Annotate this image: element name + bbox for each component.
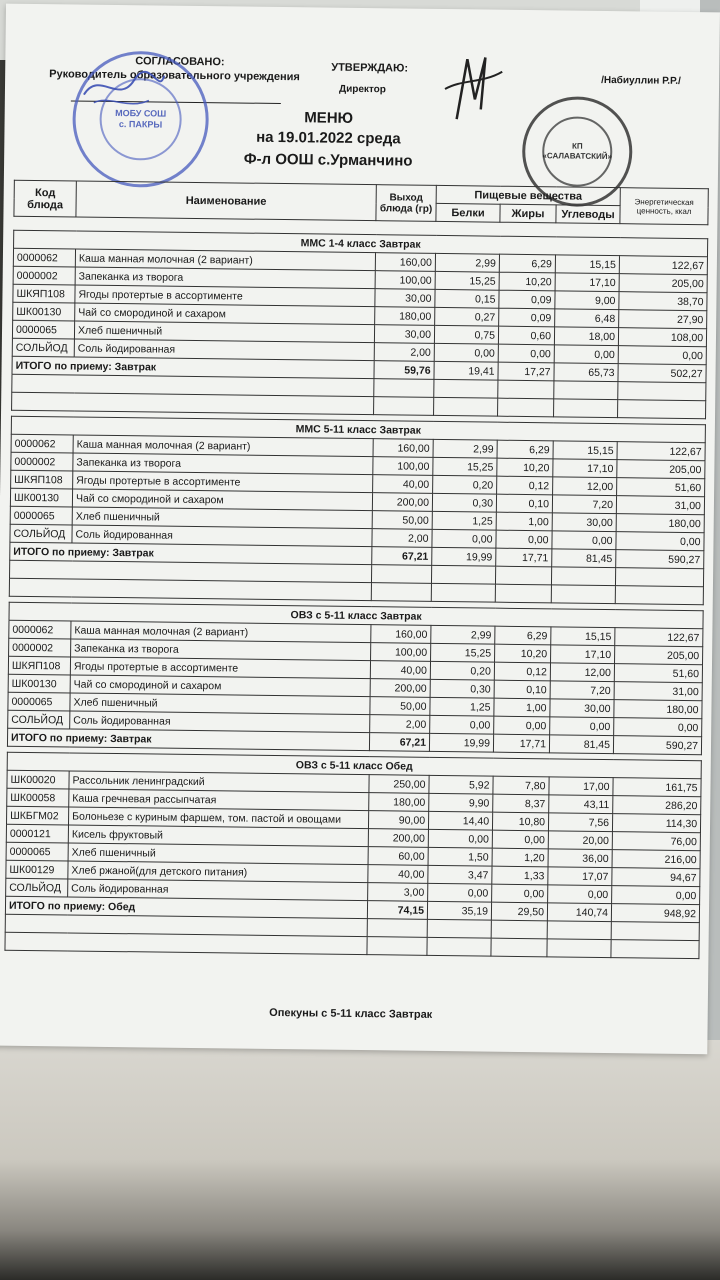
agreed-role: Руководитель образовательного учреждения xyxy=(49,68,300,84)
column-yield: Выход блюда (гр) xyxy=(376,185,436,222)
menu-title: МЕНЮ xyxy=(304,109,354,127)
school-stamp-line-1: МОБУ СОШ xyxy=(115,107,167,119)
dish-name: Каша гречневая рассыпчатая xyxy=(69,789,369,811)
dish-name: Соль йодированная xyxy=(68,879,368,901)
dish-fats: 0,09 xyxy=(499,308,555,327)
total-label: ИТОГО по приему: Обед xyxy=(5,896,367,918)
approve-name: /Набиуллин Р.Р./ xyxy=(601,74,681,87)
dish-carbs: 7,56 xyxy=(548,813,612,832)
dish-code: ШК00130 xyxy=(10,488,72,507)
dish-code: 0000062 xyxy=(11,434,73,453)
dish-proteins: 2,99 xyxy=(435,253,499,272)
dish-yield: 100,00 xyxy=(375,271,435,290)
menu-section-table xyxy=(4,752,701,959)
dish-code: СОЛЬЙОД xyxy=(8,710,70,729)
dish-yield: 200,00 xyxy=(368,829,428,848)
agreed-label: СОГЛАСОВАНО: xyxy=(135,55,225,69)
dish-carbs: 15,15 xyxy=(551,627,615,646)
dish-name: Каша манная молочная (2 вариант) xyxy=(71,621,371,643)
dish-proteins: 0,00 xyxy=(432,529,496,548)
total-carbs: 81,45 xyxy=(549,735,613,754)
dish-fats: 0,00 xyxy=(496,530,552,549)
dish-name: Каша манная молочная (2 вариант) xyxy=(73,435,373,457)
total-energy: 948,92 xyxy=(611,904,699,923)
dish-yield: 30,00 xyxy=(374,325,434,344)
dish-carbs: 43,11 xyxy=(549,795,613,814)
dish-code: 0000065 xyxy=(8,692,70,711)
dish-code: ШК00129 xyxy=(6,860,68,879)
total-label: ИТОГО по приему: Завтрак xyxy=(10,542,372,564)
dish-yield: 100,00 xyxy=(371,643,431,662)
dish-carbs: 7,20 xyxy=(550,681,614,700)
dish-proteins: 5,92 xyxy=(429,775,493,794)
menu-section-table xyxy=(7,602,704,755)
dish-name: Соль йодированная xyxy=(74,339,374,361)
menu-date: на 19.01.2022 среда xyxy=(256,128,401,148)
total-carbs: 81,45 xyxy=(552,549,616,568)
agreed-signature-icon xyxy=(79,65,170,116)
dish-carbs: 0,00 xyxy=(548,885,612,904)
dish-code: 0000062 xyxy=(13,248,75,267)
dish-code: СОЛЬЙОД xyxy=(12,338,74,357)
dish-energy: 27,90 xyxy=(619,310,707,329)
dish-proteins: 1,50 xyxy=(428,847,492,866)
dish-energy: 122,67 xyxy=(617,442,705,461)
dish-carbs: 6,48 xyxy=(555,309,619,328)
section-title: ОВЗ с 5-11 класс Обед xyxy=(7,752,701,778)
dish-code: 0000002 xyxy=(11,452,73,471)
dish-carbs: 17,10 xyxy=(551,645,615,664)
dish-proteins: 0,27 xyxy=(435,307,499,326)
dish-name: Чай со смородиной и сахаром xyxy=(75,303,375,325)
school-stamp-line-2: с. ПАКРЫ xyxy=(118,119,163,130)
dish-carbs: 17,00 xyxy=(549,777,613,796)
dish-fats: 1,00 xyxy=(494,698,550,717)
section-title: ОВЗ с 5-11 класс Завтрак xyxy=(9,602,703,628)
supplier-stamp-line-2: «САЛАВАТСКИЙ» xyxy=(542,151,613,162)
background-table-surface xyxy=(0,1040,720,1280)
dish-yield: 2,00 xyxy=(374,343,434,362)
dish-code: 0000121 xyxy=(6,824,68,843)
dish-proteins: 15,25 xyxy=(431,643,495,662)
dish-fats: 0,09 xyxy=(499,290,555,309)
dish-fats: 0,12 xyxy=(497,476,553,495)
dish-yield: 40,00 xyxy=(373,475,433,494)
dish-energy: 216,00 xyxy=(612,850,700,869)
approve-label: УТВЕРЖДАЮ: xyxy=(331,61,409,75)
menu-section-table xyxy=(11,230,708,419)
column-energy: Энергетическая ценность, ккал xyxy=(620,188,708,225)
dish-fats: 8,37 xyxy=(493,794,549,813)
dish-yield: 250,00 xyxy=(369,775,429,794)
dish-code: ШКЯП108 xyxy=(8,656,70,675)
dish-carbs: 15,15 xyxy=(555,255,619,274)
dish-carbs: 18,00 xyxy=(554,327,618,346)
total-fats: 29,50 xyxy=(491,902,547,921)
dish-code: ШКБГМ02 xyxy=(7,806,69,825)
dish-code: 0000002 xyxy=(9,638,71,657)
menu-section-table xyxy=(9,416,706,605)
total-energy: 502,27 xyxy=(618,364,706,383)
dish-name: Кисель фруктовый xyxy=(68,825,368,847)
dish-energy: 108,00 xyxy=(618,328,706,347)
menu-document xyxy=(0,4,720,1055)
dish-yield: 2,00 xyxy=(370,715,430,734)
dish-energy: 76,00 xyxy=(612,832,700,851)
total-carbs: 65,73 xyxy=(554,363,618,382)
dish-yield: 40,00 xyxy=(368,865,428,884)
dish-fats: 10,20 xyxy=(499,272,555,291)
director-signature-icon xyxy=(437,49,508,130)
dish-carbs: 17,10 xyxy=(555,273,619,292)
dish-energy: 0,00 xyxy=(614,718,702,737)
dish-yield: 2,00 xyxy=(372,529,432,548)
dish-name: Каша манная молочная (2 вариант) xyxy=(75,249,375,271)
dish-fats: 0,60 xyxy=(498,326,554,345)
section-title: ММС 5-11 класс Завтрак xyxy=(11,416,705,442)
dish-proteins: 1,25 xyxy=(430,697,494,716)
dish-fats: 1,00 xyxy=(496,512,552,531)
dish-energy: 31,00 xyxy=(614,682,702,701)
dish-carbs: 30,00 xyxy=(550,699,614,718)
total-energy: 590,27 xyxy=(616,550,704,569)
dish-code: ШК00058 xyxy=(7,788,69,807)
total-label: ИТОГО по приему: Завтрак xyxy=(12,356,374,378)
dish-code: 0000065 xyxy=(10,506,72,525)
dish-code: ШК00130 xyxy=(13,302,75,321)
dish-name: Запеканка из творога xyxy=(75,267,375,289)
total-yield: 74,15 xyxy=(367,901,427,920)
dish-proteins: 0,00 xyxy=(430,715,494,734)
dish-proteins: 0,00 xyxy=(434,343,498,362)
total-fats: 17,71 xyxy=(493,734,549,753)
column-carbs: Углеводы xyxy=(556,205,620,224)
dish-carbs: 20,00 xyxy=(548,831,612,850)
dish-energy: 51,60 xyxy=(617,478,705,497)
dish-name: Хлеб пшеничный xyxy=(70,693,370,715)
supplier-stamp-line-1: КП xyxy=(571,141,583,151)
dish-code: СОЛЬЙОД xyxy=(6,878,68,897)
dish-carbs: 30,00 xyxy=(552,513,616,532)
column-fats: Жиры xyxy=(500,204,556,223)
column-code: Код блюда xyxy=(14,180,76,217)
dish-proteins: 9,90 xyxy=(429,793,493,812)
menu-school: Ф-л ООШ с.Урманчино xyxy=(243,150,413,170)
dish-yield: 100,00 xyxy=(373,457,433,476)
dish-proteins: 14,40 xyxy=(428,811,492,830)
dish-yield: 30,00 xyxy=(375,289,435,308)
total-yield: 59,76 xyxy=(374,361,434,380)
dish-yield: 60,00 xyxy=(368,847,428,866)
total-proteins: 19,99 xyxy=(432,547,496,566)
dish-name: Чай со смородиной и сахаром xyxy=(72,489,372,511)
total-energy: 590,27 xyxy=(613,736,701,755)
dish-carbs: 0,00 xyxy=(552,531,616,550)
dish-name: Запеканка из творога xyxy=(73,453,373,475)
dish-yield: 200,00 xyxy=(370,679,430,698)
dish-carbs: 12,00 xyxy=(550,663,614,682)
dish-name: Хлеб пшеничный xyxy=(74,321,374,343)
total-label: ИТОГО по приему: Завтрак xyxy=(7,728,369,750)
dish-energy: 94,67 xyxy=(612,868,700,887)
dish-name: Ягоды протертые в ассортименте xyxy=(70,657,370,679)
dish-code: СОЛЬЙОД xyxy=(10,524,72,543)
dish-yield: 50,00 xyxy=(370,697,430,716)
dish-fats: 6,29 xyxy=(499,254,555,273)
dish-carbs: 15,15 xyxy=(553,441,617,460)
dish-carbs: 17,07 xyxy=(548,867,612,886)
dish-name: Ягоды протертые в ассортименте xyxy=(75,285,375,307)
dish-code: ШКЯП108 xyxy=(13,284,75,303)
section-title: ММС 1-4 класс Завтрак xyxy=(14,230,708,256)
dish-energy: 31,00 xyxy=(616,496,704,515)
total-fats: 17,71 xyxy=(496,548,552,567)
column-nutrients: Пищевые вещества xyxy=(436,185,620,205)
dish-fats: 0,10 xyxy=(494,680,550,699)
dish-fats: 7,80 xyxy=(493,776,549,795)
dish-fats: 0,00 xyxy=(492,830,548,849)
dish-energy: 161,75 xyxy=(613,778,701,797)
approve-role: Директор xyxy=(338,83,387,96)
footer-section-title: Опекуны с 5-11 класс Завтрак xyxy=(269,1006,433,1021)
dish-energy: 38,70 xyxy=(619,292,707,311)
dish-energy: 114,30 xyxy=(612,814,700,833)
dish-energy: 205,00 xyxy=(617,460,705,479)
dish-name: Хлеб пшеничный xyxy=(72,507,372,529)
dish-name: Болоньезе с куриным фаршем, том. пастой и овощами xyxy=(68,807,368,829)
dish-code: ШКЯП108 xyxy=(11,470,73,489)
dish-yield: 160,00 xyxy=(373,439,433,458)
dish-yield: 200,00 xyxy=(372,493,432,512)
dish-code: ШК00020 xyxy=(7,770,69,789)
dish-proteins: 1,25 xyxy=(432,511,496,530)
total-proteins: 19,41 xyxy=(434,361,498,380)
dish-code: 0000065 xyxy=(6,842,68,861)
dish-fats: 10,20 xyxy=(497,458,553,477)
dish-carbs: 12,00 xyxy=(553,477,617,496)
dish-code: ШК00130 xyxy=(8,674,70,693)
dish-energy: 51,60 xyxy=(614,664,702,683)
dish-carbs: 0,00 xyxy=(554,345,618,364)
dish-name: Чай со смородиной и сахаром xyxy=(70,675,370,697)
dish-carbs: 9,00 xyxy=(555,291,619,310)
table-header xyxy=(13,180,708,225)
dish-energy: 122,67 xyxy=(619,256,707,275)
dish-energy: 0,00 xyxy=(612,886,700,905)
dish-proteins: 0,30 xyxy=(430,679,494,698)
dish-proteins: 0,00 xyxy=(428,829,492,848)
dish-carbs: 7,20 xyxy=(552,495,616,514)
dish-fats: 0,10 xyxy=(496,494,552,513)
dish-yield: 90,00 xyxy=(368,811,428,830)
dish-proteins: 0,00 xyxy=(428,883,492,902)
total-yield: 67,21 xyxy=(369,733,429,752)
dish-carbs: 0,00 xyxy=(550,717,614,736)
column-proteins: Белки xyxy=(436,203,500,222)
dish-carbs: 17,10 xyxy=(553,459,617,478)
dish-yield: 3,00 xyxy=(368,883,428,902)
dish-name: Хлеб пшеничный xyxy=(68,843,368,865)
dish-proteins: 2,99 xyxy=(433,439,497,458)
dish-code: 0000062 xyxy=(9,620,71,639)
dish-energy: 122,67 xyxy=(615,628,703,647)
total-proteins: 19,99 xyxy=(429,733,493,752)
total-fats: 17,27 xyxy=(498,362,554,381)
dish-fats: 10,80 xyxy=(492,812,548,831)
dish-proteins: 0,15 xyxy=(435,289,499,308)
dish-fats: 0,00 xyxy=(498,344,554,363)
dish-fats: 6,29 xyxy=(495,626,551,645)
dish-energy: 205,00 xyxy=(619,274,707,293)
dish-fats: 1,20 xyxy=(492,848,548,867)
dish-name: Запеканка из творога xyxy=(71,639,371,661)
total-yield: 67,21 xyxy=(372,547,432,566)
dish-yield: 50,00 xyxy=(372,511,432,530)
dish-proteins: 0,20 xyxy=(433,475,497,494)
dish-name: Соль йодированная xyxy=(72,525,372,547)
dish-energy: 205,00 xyxy=(615,646,703,665)
dish-name: Хлеб ржаной(для детского питания) xyxy=(68,861,368,883)
dish-fats: 0,00 xyxy=(494,716,550,735)
dish-carbs: 36,00 xyxy=(548,849,612,868)
dish-fats: 0,12 xyxy=(494,662,550,681)
dish-fats: 1,33 xyxy=(492,866,548,885)
dish-energy: 180,00 xyxy=(614,700,702,719)
dish-energy: 180,00 xyxy=(616,514,704,533)
dish-name: Ягоды протертые в ассортименте xyxy=(73,471,373,493)
dish-proteins: 3,47 xyxy=(428,865,492,884)
dish-code: 0000002 xyxy=(13,266,75,285)
total-proteins: 35,19 xyxy=(427,901,491,920)
dish-yield: 180,00 xyxy=(369,793,429,812)
dish-proteins: 0,75 xyxy=(434,325,498,344)
dish-fats: 10,20 xyxy=(495,644,551,663)
dish-code: 0000065 xyxy=(12,320,74,339)
column-name: Наименование xyxy=(76,181,376,221)
dish-name: Соль йодированная xyxy=(70,711,370,733)
dish-energy: 286,20 xyxy=(613,796,701,815)
dish-proteins: 0,30 xyxy=(432,493,496,512)
dish-proteins: 15,25 xyxy=(435,271,499,290)
dish-fats: 0,00 xyxy=(492,884,548,903)
dish-fats: 6,29 xyxy=(497,440,553,459)
dish-proteins: 2,99 xyxy=(431,625,495,644)
dish-name: Рассольник ленинградский xyxy=(69,771,369,793)
dish-yield: 160,00 xyxy=(375,253,435,272)
dish-energy: 0,00 xyxy=(616,532,704,551)
dish-energy: 0,00 xyxy=(618,346,706,365)
dish-yield: 160,00 xyxy=(371,625,431,644)
dish-proteins: 15,25 xyxy=(433,457,497,476)
total-carbs: 140,74 xyxy=(547,903,611,922)
dish-proteins: 0,20 xyxy=(430,661,494,680)
dish-yield: 40,00 xyxy=(370,661,430,680)
dish-yield: 180,00 xyxy=(375,307,435,326)
